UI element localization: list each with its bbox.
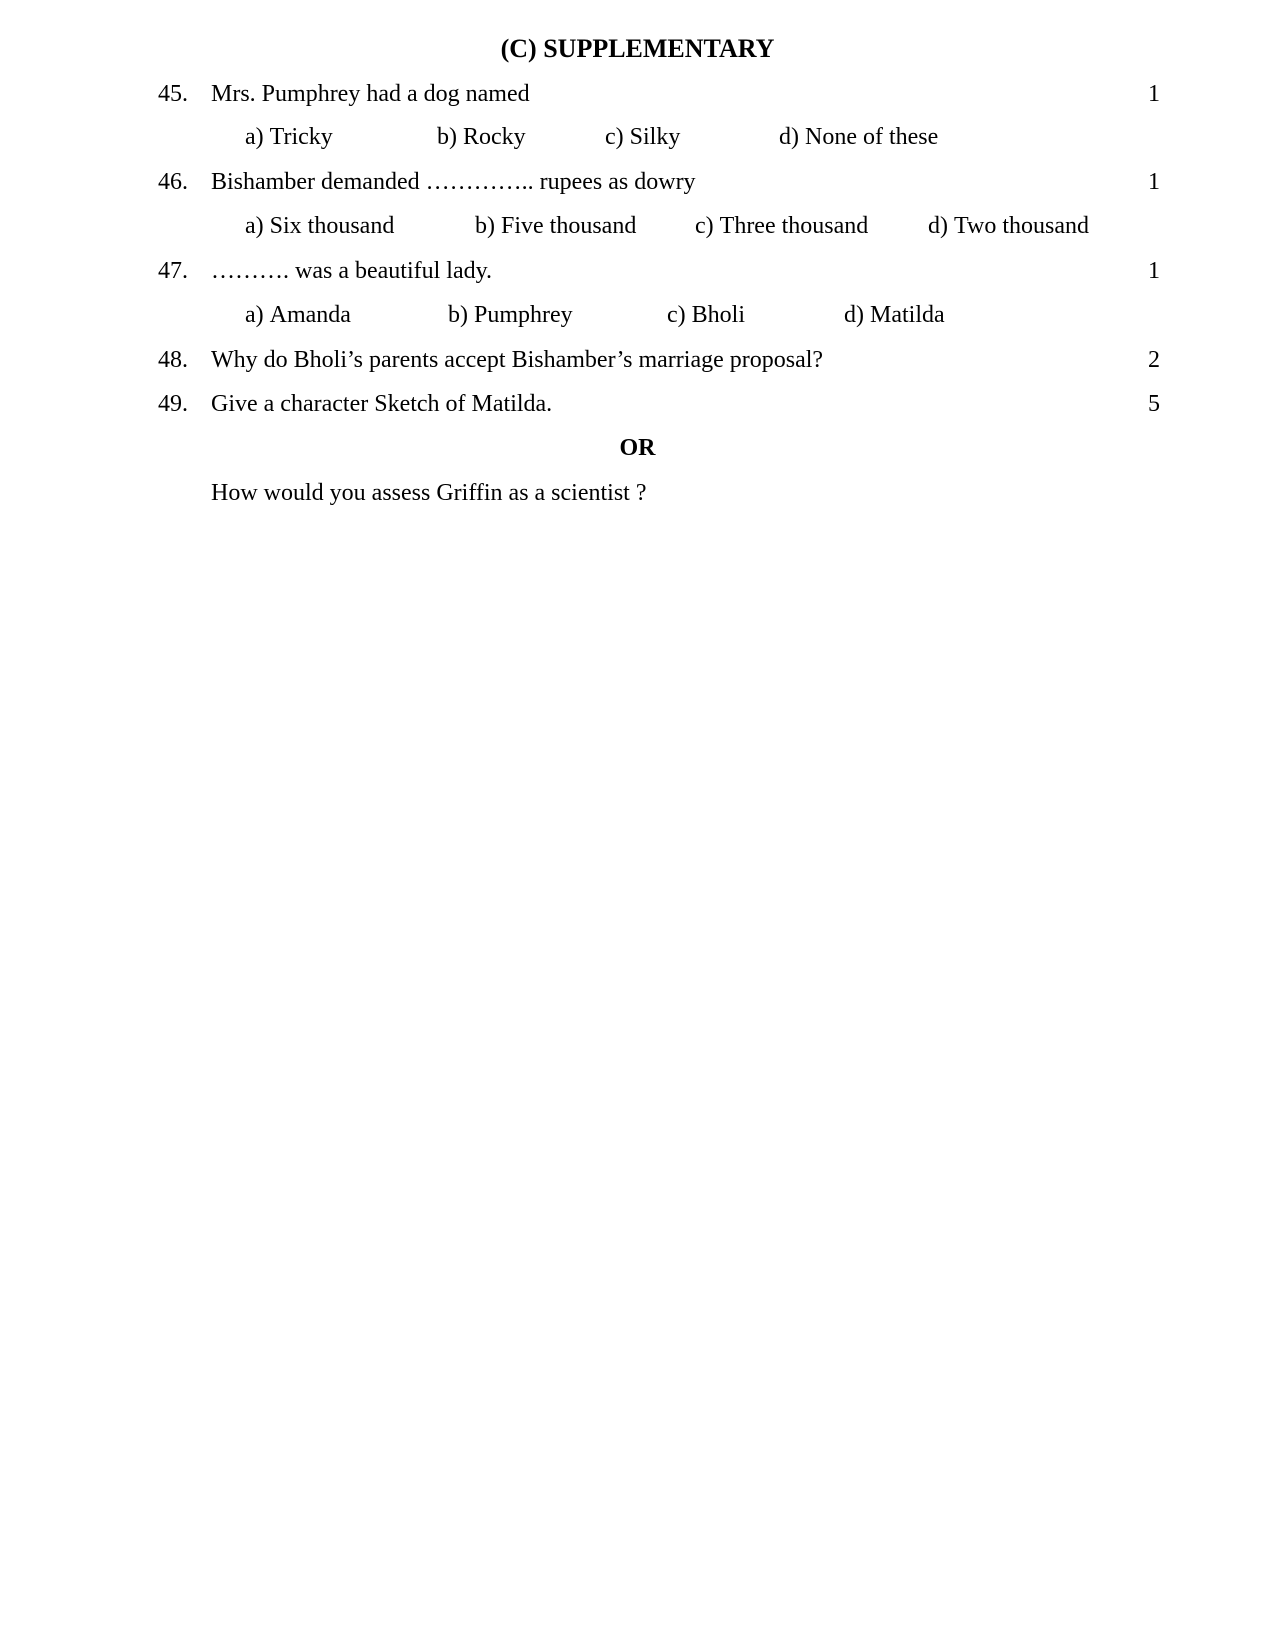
question-text: ………. was a beautiful lady. [211, 258, 493, 284]
option-d [844, 299, 945, 331]
option-b [448, 299, 573, 331]
option-c [667, 299, 745, 331]
question-number: 47. [158, 258, 188, 284]
option-a [245, 299, 351, 331]
or-label: OR [619, 435, 656, 461]
question-text: Bishamber demanded ………….. rupees as dowry [211, 169, 696, 195]
question-text: Mrs. Pumphrey had a dog named [211, 81, 530, 107]
option-letter: d) [844, 302, 864, 328]
question-marks: 1 [1148, 169, 1160, 195]
option-b [437, 121, 526, 153]
option-letter: a) [245, 302, 264, 328]
question-marks: 5 [1148, 391, 1160, 417]
option-text: Pumphrey [474, 302, 573, 328]
question-text: Why do Bholi’s parents accept Bishamber’s marriage proposal? [211, 347, 824, 373]
option-text: Two thousand [954, 213, 1089, 239]
section-title: (C) SUPPLEMENTARY [500, 34, 775, 63]
question-marks: 2 [1148, 347, 1160, 373]
option-a [245, 121, 333, 153]
option-letter: a) [245, 124, 264, 150]
option-a [245, 210, 394, 242]
option-text: None of these [805, 124, 939, 150]
question-marks: 1 [1148, 81, 1160, 107]
option-letter: b) [475, 213, 495, 239]
option-text: Amanda [269, 302, 351, 328]
option-d [928, 210, 1089, 242]
option-c [695, 210, 868, 242]
option-letter: c) [605, 124, 624, 150]
question-number: 45. [158, 81, 188, 107]
option-text: Tricky [269, 124, 333, 150]
option-text: Silky [629, 124, 681, 150]
alternative-question-text: How would you assess Griffin as a scientist ? [211, 480, 647, 506]
option-text: Six thousand [269, 213, 395, 239]
option-letter: a) [245, 213, 264, 239]
option-letter: d) [779, 124, 799, 150]
option-letter: d) [928, 213, 948, 239]
question-number: 46. [158, 169, 188, 195]
option-text: Bholi [691, 302, 745, 328]
option-text: Matilda [870, 302, 945, 328]
option-letter: b) [448, 302, 468, 328]
option-text: Three thousand [719, 213, 869, 239]
option-letter: c) [695, 213, 714, 239]
question-number: 49. [158, 391, 188, 417]
question-text: Give a character Sketch of Matilda. [211, 391, 553, 417]
option-d [779, 121, 938, 153]
option-text: Rocky [463, 124, 526, 150]
question-number: 48. [158, 347, 188, 373]
option-c [605, 121, 680, 153]
option-b [475, 210, 636, 242]
question-marks: 1 [1148, 258, 1160, 284]
option-letter: c) [667, 302, 686, 328]
option-letter: b) [437, 124, 457, 150]
option-text: Five thousand [501, 213, 637, 239]
